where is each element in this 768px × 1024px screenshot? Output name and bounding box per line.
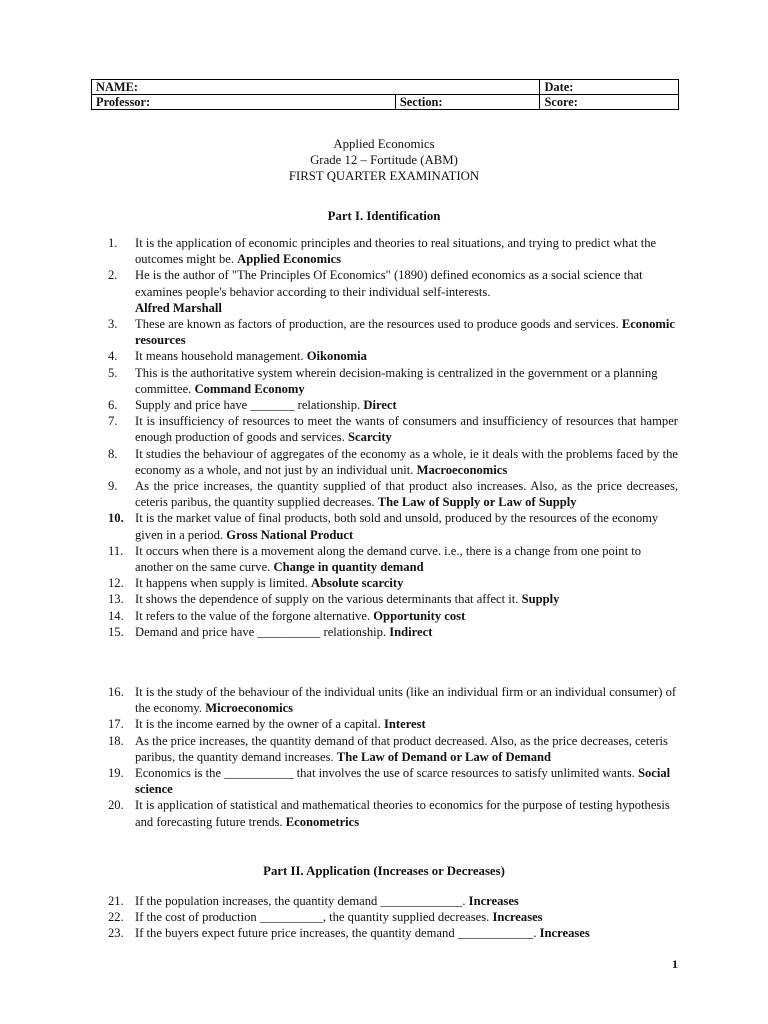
question-item: 23. If the buyers expect future price increases, the quantity demand ____________. Increases xyxy=(108,926,590,941)
question-item: 16. It is the study of the behaviour of the individual units (like an individual firm or an individual consumer) of the economy. Microeconomics xyxy=(108,685,677,716)
answer: Command Economy xyxy=(194,381,305,396)
answer: Scarcity xyxy=(348,430,392,445)
answer: Applied Economics xyxy=(237,252,342,267)
answer: Macroeconomics xyxy=(416,462,508,477)
exam-title: FIRST QUARTER EXAMINATION xyxy=(288,169,480,183)
answer: Social science xyxy=(135,766,671,797)
question-item: 12. It happens when supply is limited. Absolute scarcity xyxy=(108,576,404,591)
date-cell: Date: xyxy=(540,80,679,95)
grade-title: Grade 12 – Fortitude (ABM) xyxy=(310,153,458,167)
question-item: 19. Economics is the ___________ that involves the use of scarce resources to satisfy unlimited wants. Social science xyxy=(108,766,671,797)
answer: Alfred Marshall xyxy=(135,300,222,315)
answer: Microeconomics xyxy=(205,701,294,716)
score-cell: Score: xyxy=(540,95,679,110)
answer: The Law of Demand or Law of Demand xyxy=(336,749,552,764)
question-item: 1. It is the application of economic principles and theories to real situations, and trying to predict what the outcomes might be. Applied Economics xyxy=(108,236,657,267)
question-item: 21. If the population increases, the quantity demand _____________. Increases xyxy=(108,894,519,908)
question-item: 3. These are known as factors of production, are the resources used to produce goods and services. Economic resources xyxy=(108,317,675,348)
question-item: 10. It is the market value of final products, both sold and unsold, produced by the resources of the economy given in a period. Gross National Product xyxy=(108,511,659,542)
answer: Interest xyxy=(384,717,426,732)
info-row-2 xyxy=(92,95,679,110)
course-title: Applied Economics xyxy=(333,137,435,151)
answer: Gross National Product xyxy=(226,527,354,542)
name-cell: NAME: xyxy=(92,80,540,95)
question-item: 11. It occurs when there is a movement along the demand curve. i.e., there is a change from one point to another on the same curve. Change in quantity demand xyxy=(108,543,642,575)
page-number: 1 xyxy=(672,957,678,971)
answer: Indirect xyxy=(389,624,433,639)
question-item: 15. Demand and price have __________ relationship. Indirect xyxy=(108,624,433,639)
question-item: 13. It shows the dependence of supply on the various determinants that affect it. Supply xyxy=(108,592,560,607)
question-item: 5. This is the authoritative system wherein decision-making is centralized in the government or a planning committee. Command Economy xyxy=(108,365,658,396)
info-row-1 xyxy=(92,80,679,95)
professor-cell: Professor: xyxy=(92,95,396,110)
part2-list xyxy=(108,893,688,942)
answer: Change in quantity demand xyxy=(273,560,424,575)
student-info-table xyxy=(91,79,679,110)
answer: Absolute scarcity xyxy=(310,576,404,591)
question-item: 2. He is the author of "The Principles Of Economics" (1890) defined economics as a social science that examines people's behavior according to their individual self-interests. Alfred Marshall xyxy=(108,268,643,315)
question-item: 6. Supply and price have _______ relationship. Direct xyxy=(108,398,397,413)
question-item: 4. It means household management. Oikonomia xyxy=(108,349,367,364)
answer: Increases xyxy=(492,910,543,925)
question-item: 20. It is application of statistical and mathematical theories to economics for the purpose of testing hypothesis and forecasting future trends. Econometrics xyxy=(108,798,670,829)
answer: Increases xyxy=(468,894,519,908)
question-item: 18. As the price increases, the quantity demand of that product decreased. Also, as the price decreases, ceteris paribus, the quantity demand increases. The Law of Demand or Law of Demand xyxy=(108,733,668,764)
answer: Oikonomia xyxy=(306,349,367,364)
question-item: 9. As the price increases, the quantity supplied of that product also increases. Also, as the price decreases, ceteris paribus, the quantity supplied decreases. The Law of Supply or Law of Supply xyxy=(108,479,678,510)
part1-list xyxy=(108,235,678,640)
question-item: 17. It is the income earned by the owner of a capital. Interest xyxy=(108,717,426,732)
question-item: 14. It refers to the value of the forgone alternative. Opportunity cost xyxy=(108,608,466,623)
answer: Supply xyxy=(521,592,560,607)
answer: Direct xyxy=(363,398,397,413)
answer: Econometrics xyxy=(285,814,360,829)
part1-list-continued xyxy=(108,684,678,830)
title-block xyxy=(0,136,768,184)
section-cell: Section: xyxy=(395,95,540,110)
answer: Opportunity cost xyxy=(373,608,466,623)
answer: Increases xyxy=(539,926,590,941)
question-item: 7. It is insufficiency of resources to meet the wants of consumers and insufficiency of resources that hamper enough production of goods and services. Scarcity xyxy=(108,414,678,445)
part2-title: Part II. Application (Increases or Decreases) xyxy=(263,864,505,878)
part1-title: Part I. Identification xyxy=(327,209,441,223)
answer: Economic resources xyxy=(135,317,675,348)
question-item: 8. It studies the behaviour of aggregates of the economy as a whole, ie it deals with the problems faced by the economy as a whole, and not just by an individual unit. Macroeconomics xyxy=(108,446,678,477)
answer: The Law of Supply or Law of Supply xyxy=(377,495,577,510)
question-item: 22. If the cost of production __________, the quantity supplied decreases. Increases xyxy=(108,910,543,925)
